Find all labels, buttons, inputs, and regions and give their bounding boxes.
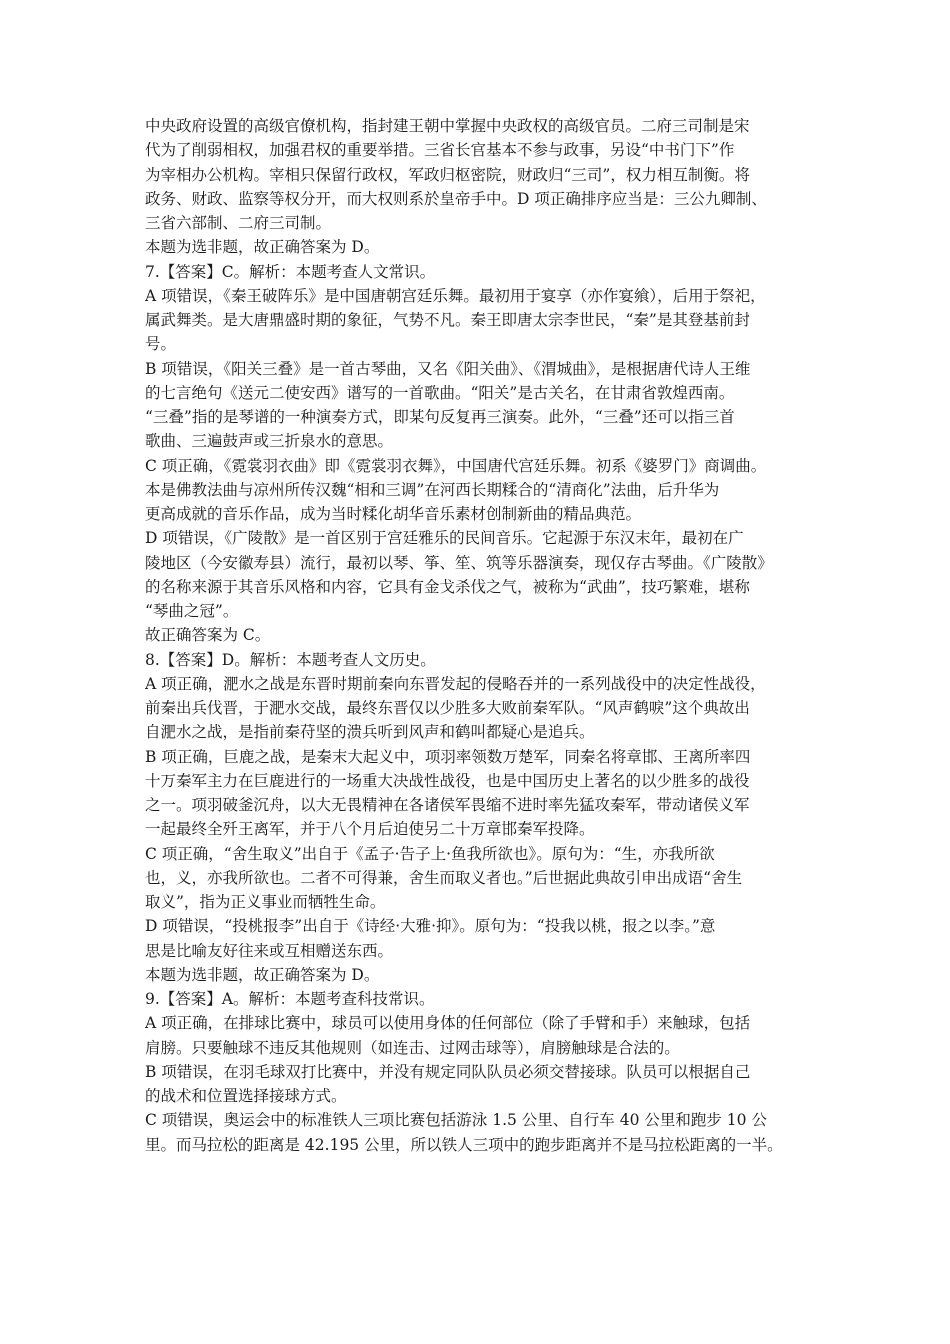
text-line: 本题为选非题，故正确答案为 D。 [145,965,380,984]
text-line: 里。而马拉松的距离是 42.195 公里，所以铁人三项中的跑步距离并不是马拉松距离的一半。 [145,1135,783,1154]
question-heading: 7.【答案】C。解析：本题考查人文常识。 [145,262,436,281]
text-line: A 项正确，淝水之战是东晋时期前秦向东晋发起的侵略吞并的一系列战役中的决定性战役， [145,674,766,693]
text-line: D 项错误，《广陵散》是一首区别于宫廷雅乐的民间音乐。它起源于东汉末年，最初在广 [145,529,744,548]
text-line: 号。 [145,335,177,354]
text-line: B 项错误，在羽毛球双打比赛中，并没有规定同队队员必须交替接球。队员可以根据自己 [145,1062,751,1081]
text-line: 本是佛教法曲与凉州所传汉魏“相和三调”在河西长期糅合的“清商化”法曲，后升华为 [145,480,720,499]
text-line: “琴曲之冠”。 [145,602,239,620]
text-line: 三省六部制、二府三司制。 [145,214,332,232]
text-line: C 项正确，“舍生取义”出自于《孟子·告子上·鱼我所欲也》。原句为：“生，亦我所欲 [145,844,715,863]
text-line: 一起最终全歼王离军，并于八个月后迫使另二十万章邯秦军投降。 [145,820,595,839]
text-line: 代为了削弱相权，加强君权的重要举措。三省长官基本不参与政事，另设“中书门下”作 [145,141,735,160]
text-line: “三叠”指的是琴谱的一种演奏方式，即某句反复再三演奏。此外，“三叠”还可以指三首 [145,408,735,426]
text-line: 更高成就的音乐作品，成为当时糅化胡华音乐素材创制新曲的精品典范。 [145,505,642,523]
question-heading: 8.【答案】D。解析：本题考查人文历史。 [145,650,436,669]
text-line: 本题为选非题，故正确答案为 D。 [145,238,380,257]
text-line: 自淝水之战，是指前秦苻坚的溃兵听到风声和鹤叫都疑心是追兵。 [145,723,595,742]
text-line: B 项正确，巨鹿之战，是秦末大起义中，项羽率领数万楚军，同秦名将章邯、王离所率四 [145,747,751,766]
text-line: 故正确答案为 C。 [145,626,271,645]
text-line: 歌曲、三遍鼓声或三折泉水的意思。 [145,432,394,451]
text-line: 为宰相办公机构。宰相只保留行政权，军政归枢密院，财政归“三司”，权力相互制衡。将 [145,165,750,184]
text-line: 十万秦军主力在巨鹿进行的一场重大决战性战役，也是中国历史上著名的以少胜多的战役 [145,771,750,790]
text-line: 的名称来源于其音乐风格和内容，它具有金戈杀伐之气，被称为“武曲”，技巧繁难，堪称 [145,577,750,596]
text-line: D 项错误，“投桃报李”出自于《诗经·大雅·抑》。原句为：“投我以桃，报之以李。”意 [145,917,716,936]
text-line: 思是比喻友好往来或互相赠送东西。 [145,941,394,960]
text-line: 肩膀。只要触球不违反其他规则（如连击、过网击球等），肩膀触球是合法的。 [145,1038,680,1057]
text-line: 的七言绝句《送元二使安西》谱写的一首歌曲。“阳关”是古关名，在甘肃省敦煌西南。 [145,383,735,402]
text-line: 政务、财政、监察等权分开，而大权则系於皇帝手中。D 项正确排序应当是：三公九卿制、 [145,189,767,208]
text-line: C 项错误，奥运会中的标准铁人三项比赛包括游泳 1.5 公里、自行车 40 公里和跑步 10 公 [145,1111,767,1130]
document-body [145,114,825,1157]
text-line: 前秦出兵伐晋，于淝水交战，最终东晋仅以少胜多大败前秦军队。“风声鹤唳”这个典故出 [145,699,750,717]
text-line: C 项正确，《霓裳羽衣曲》即《霓裳羽衣舞》，中国唐代宫廷乐舞。初系《婆罗门》商调曲。 [145,456,767,475]
text-line: B 项错误，《阳关三叠》是一首古琴曲，又名《阳关曲》、《渭城曲》，是根据唐代诗人王维 [145,359,751,378]
text-line: A 项错误，《秦王破阵乐》是中国唐朝宫廷乐舞。最初用于宴享（亦作宴飨），后用于祭祀， [145,286,766,305]
text-line: A 项正确，在排球比赛中，球员可以使用身体的任何部位（除了手臂和手）来触球，包括 [145,1014,751,1033]
text-line: 也，义，亦我所欲也。二者不可得兼，舍生而取义者也。”后世据此典故引申出成语“舍生 [145,868,743,887]
text-line: 属武舞类。是大唐鼎盛时期的象征，气势不凡。秦王即唐太宗李世民，“秦”是其登基前封 [145,311,750,329]
text-line: 之一。项羽破釜沉舟，以大无畏精神在各诸侯军畏缩不进时率先猛攻秦军，带动诸侯义军 [145,796,750,814]
text-line: 的战术和位置选择接球方式。 [145,1087,347,1105]
text-line: 取义”，指为正义事业而牺牲生命。 [145,893,386,911]
text-line: 中央政府设置的高级官僚机构，指封建王朝中掌握中央政权的高级官员。二府三司制是宋 [145,117,750,135]
text-line: 陵地区（今安徽寿县）流行，最初以琴、筝、笙、筑等乐器演奏，现仅存古琴曲。《广陵散》 [145,553,773,572]
question-heading: 9.【答案】A。解析：本题考查科技常识。 [145,990,435,1008]
